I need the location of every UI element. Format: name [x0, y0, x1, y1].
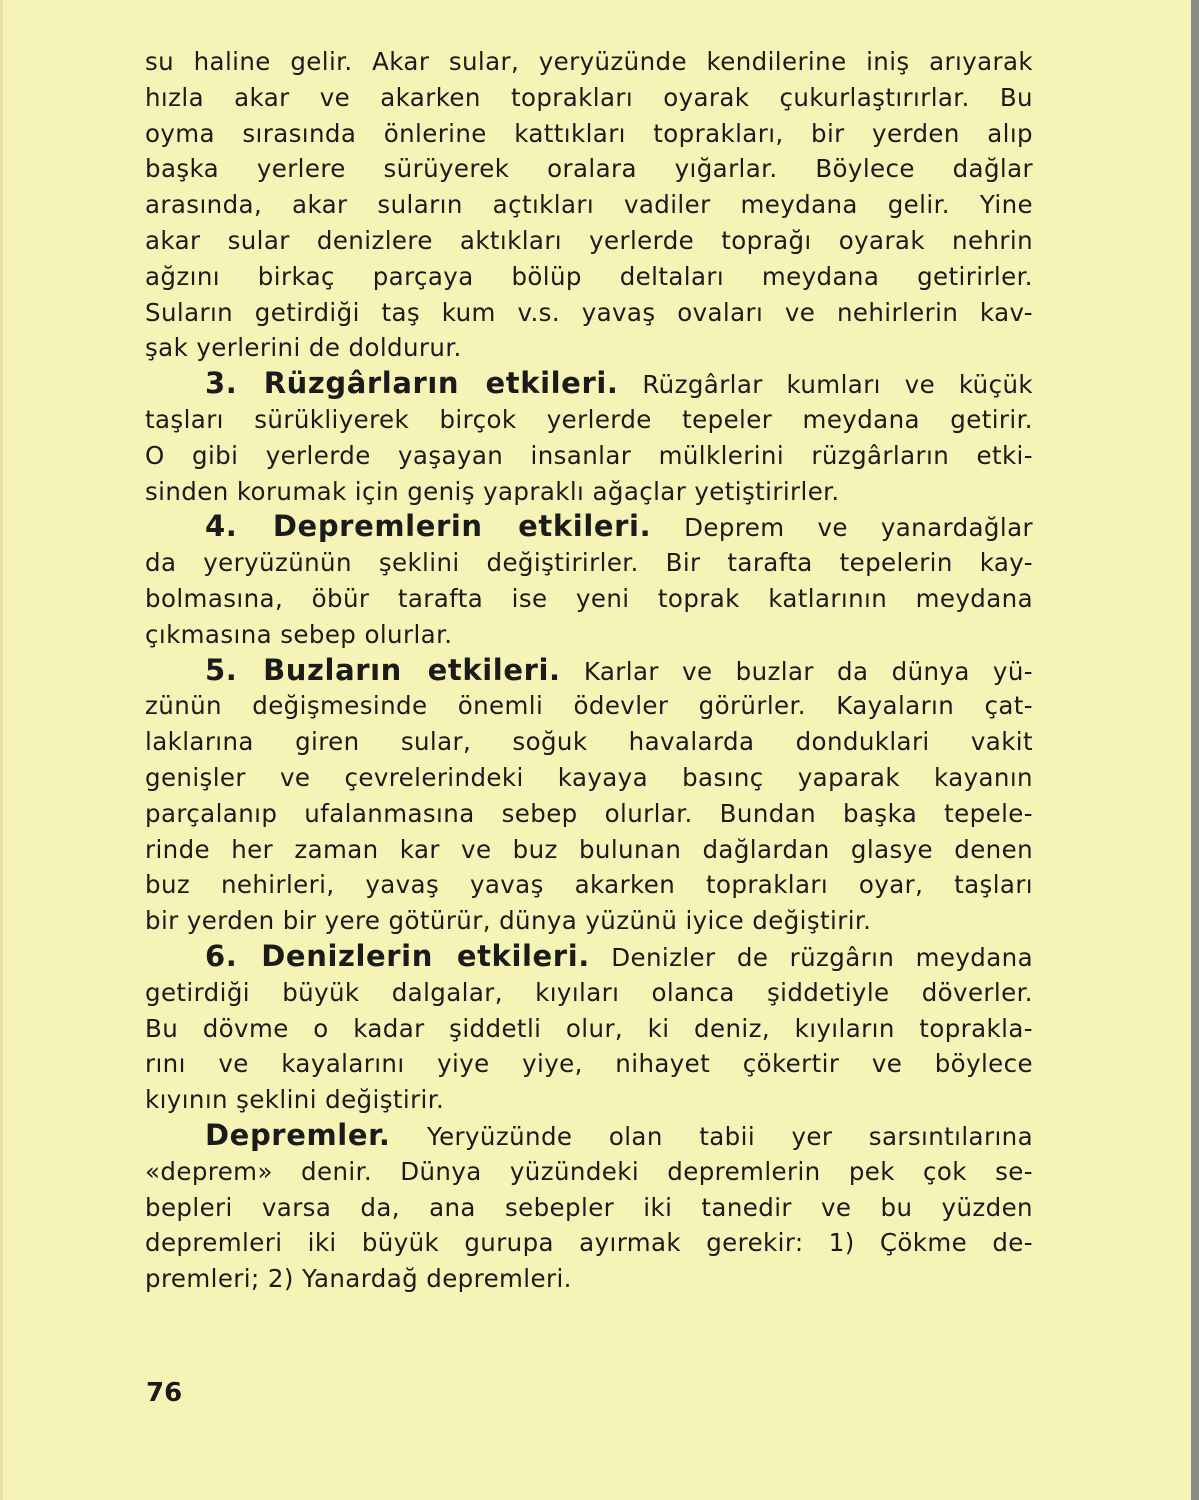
text-line: «deprem» denir. Dünya yüzündeki depremlerin pek çok se- [145, 1156, 1033, 1186]
text-line: bir yerden bir yere götürür, dünya yüzünü iyice değiştirir. [145, 906, 872, 936]
text-line: rinde her zaman kar ve buz bulunan dağlardan glasye denen [145, 834, 1033, 864]
section-first-line [145, 366, 1033, 402]
text-line: getirdiği büyük dalgalar, kıyıları olanca şiddetiyle döverler. [145, 977, 1033, 1007]
section-heading: 4. Depremlerin etkileri. [205, 509, 652, 544]
text-line: şak yerlerini de doldurur. [145, 333, 462, 363]
text-line: sinden korumak için geniş yapraklı ağaçlar yetiştirirler. [145, 476, 840, 506]
text-line: Bu dövme o kadar şiddetli olur, ki deniz, kıyıların toprakla- [145, 1013, 1033, 1043]
text-line: akar sular denizlere aktıkları yerlerde toprağı oyarak nehrin [145, 225, 1033, 255]
text-line: ağzını birkaç parçaya bölüp deltaları meydana getirirler. [145, 261, 1033, 291]
section-first-line [145, 939, 1033, 975]
text-line: depremleri iki büyük gurupa ayırmak gerekir: 1) Çökme de- [145, 1228, 1033, 1258]
text-line: hızla akar ve akarken toprakları oyarak çukurlaştırırlar. Bu [145, 82, 1033, 112]
section-heading: 6. Denizlerin etkileri. [205, 938, 590, 973]
section-first-text: Deprem ve yanardağlar [684, 513, 1033, 543]
section-first-text: Yeryüzünde olan tabii yer sarsıntılarına [426, 1121, 1033, 1151]
text-line: oyma sırasında önlerine kattıkları toprakları, bir yerden alıp [145, 118, 1033, 148]
page-right-edge [1191, 0, 1199, 1500]
section-heading: 3. Rüzgârların etkileri. [205, 366, 619, 401]
section-first-text: Rüzgârlar kumları ve küçük [642, 370, 1033, 400]
text-line: başka yerlere sürüyerek oralara yığarlar. Böylece dağlar [145, 154, 1033, 184]
page-number: 76 [146, 1378, 183, 1408]
text-line: arasında, akar suların açtıkları vadiler meydana gelir. Yine [145, 190, 1033, 220]
text-line: genişler ve çevrelerindeki kayaya basınç yaparak kayanın [145, 762, 1033, 792]
text-line: parçalanıp ufalanmasına sebep olurlar. Bundan başka tepele- [145, 798, 1033, 828]
text-line: rını ve kayalarını yiye yiye, nihayet çökertir ve böylece [145, 1049, 1033, 1079]
text-line: çıkmasına sebep olurlar. [145, 619, 453, 649]
page-text [145, 44, 1033, 1297]
text-line: buz nehirleri, yavaş yavaş akarken toprakları oyar, taşları [145, 870, 1033, 900]
section-heading: Depremler. [205, 1117, 391, 1152]
text-line: kıyının şeklini değiştirir. [145, 1085, 445, 1115]
section-first-line [145, 509, 1033, 545]
page-left-edge [0, 0, 3, 1500]
text-line: premleri; 2) Yanardağ depremleri. [145, 1264, 572, 1294]
text-line: taşları sürükliyerek birçok yerlerde tepeler meydana getirir. [145, 404, 1033, 434]
section-first-text: Denizler de rüzgârın meydana [611, 942, 1033, 972]
text-line: bepleri varsa da, ana sebepler iki tanedir ve bu yüzden [145, 1192, 1033, 1222]
section-first-line [145, 1118, 1033, 1154]
text-line: zünün değişmesinde önemli ödevler görürler. Kayaların çat- [145, 691, 1033, 721]
section-first-line [145, 653, 1033, 689]
text-line: bolmasına, öbür tarafta ise yeni toprak katlarının meydana [145, 583, 1033, 613]
text-line: laklarına giren sular, soğuk havalarda donduklari vakit [145, 727, 1033, 757]
section-heading: 5. Buzların etkileri. [205, 652, 561, 687]
text-line: da yeryüzünün şeklini değiştirirler. Bir tarafta tepelerin kay- [145, 548, 1033, 578]
text-line: Suların getirdiği taş kum v.s. yavaş ovaları ve nehirlerin kav- [145, 297, 1033, 327]
text-line: O gibi yerlerde yaşayan insanlar mülklerini rüzgârların etki- [145, 440, 1033, 470]
section-first-text: Karlar ve buzlar da dünya yü- [583, 656, 1033, 686]
text-line: su haline gelir. Akar sular, yeryüzünde kendilerine iniş arıyarak [145, 47, 1033, 76]
